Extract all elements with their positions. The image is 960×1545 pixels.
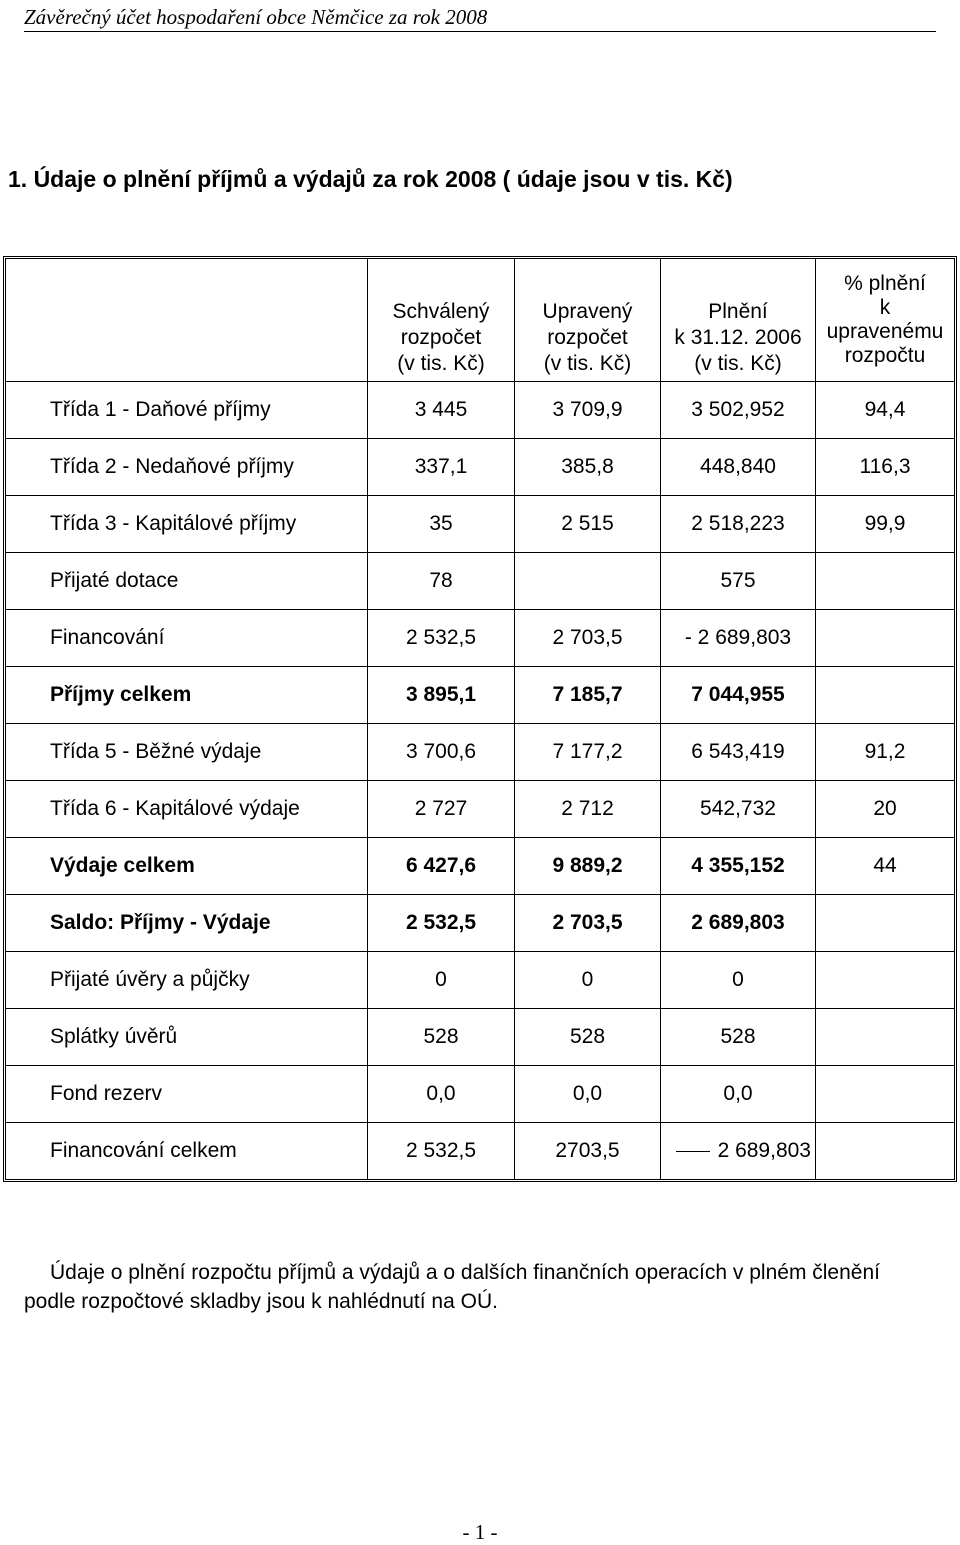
row-label: Fond rezerv bbox=[6, 1066, 368, 1123]
cell-plneni: - 2 689,803 bbox=[661, 610, 816, 667]
budget-table bbox=[3, 256, 957, 1182]
cell-schvaleny: 6 427,6 bbox=[368, 838, 515, 895]
header-line: Upravený bbox=[542, 300, 633, 323]
cell-upraveny: 0,0 bbox=[515, 1066, 661, 1123]
page-number: - 1 - bbox=[462, 1520, 498, 1544]
cell-plneni: 528 bbox=[661, 1009, 816, 1066]
table-row bbox=[6, 610, 954, 667]
table-row bbox=[6, 952, 954, 1009]
cell-procento bbox=[816, 1123, 954, 1179]
row-label: Příjmy celkem bbox=[6, 667, 368, 724]
cell-plneni: 3 502,952 bbox=[661, 382, 816, 439]
cell-upraveny: 385,8 bbox=[515, 439, 661, 496]
header-line: (v tis. Kč) bbox=[694, 352, 782, 375]
cell-plneni: 0 bbox=[661, 952, 816, 1009]
cell-plneni: 2 689,803 bbox=[661, 895, 816, 952]
cell-procento: 44 bbox=[816, 838, 954, 895]
cell-schvaleny: 35 bbox=[368, 496, 515, 553]
cell-plneni: 4 355,152 bbox=[661, 838, 816, 895]
cell-upraveny: 0 bbox=[515, 952, 661, 1009]
table-row bbox=[6, 382, 954, 439]
table-row bbox=[6, 667, 954, 724]
table-row bbox=[6, 496, 954, 553]
header-cell-procento bbox=[816, 259, 954, 382]
cell-procento bbox=[816, 667, 954, 724]
header-line: k 31.12. 2006 bbox=[674, 326, 802, 349]
row-label: Třída 5 - Běžné výdaje bbox=[6, 724, 368, 781]
cell-schvaleny: 2 532,5 bbox=[368, 610, 515, 667]
table-row bbox=[6, 838, 954, 895]
header-cell-schvaleny bbox=[368, 259, 515, 382]
cell-schvaleny: 528 bbox=[368, 1009, 515, 1066]
cell-upraveny: 528 bbox=[515, 1009, 661, 1066]
cell-schvaleny: 2 727 bbox=[368, 781, 515, 838]
table-header-row bbox=[6, 259, 954, 382]
cell-plneni: 575 bbox=[661, 553, 816, 610]
cell-procento bbox=[816, 1009, 954, 1066]
cell-procento bbox=[816, 952, 954, 1009]
document-header: Závěrečný účet hospodaření obce Němčice za rok 2008 bbox=[24, 4, 936, 32]
cell-plneni: 448,840 bbox=[661, 439, 816, 496]
cell-plneni bbox=[661, 1123, 816, 1179]
cell-upraveny: 7 177,2 bbox=[515, 724, 661, 781]
cell-procento bbox=[816, 1066, 954, 1123]
table-row bbox=[6, 895, 954, 952]
cell-schvaleny: 3 700,6 bbox=[368, 724, 515, 781]
cell-upraveny: 2 712 bbox=[515, 781, 661, 838]
cell-procento: 116,3 bbox=[816, 439, 954, 496]
cell-plneni: 2 518,223 bbox=[661, 496, 816, 553]
header-line: Schválený bbox=[392, 300, 490, 323]
header-line: k bbox=[879, 296, 891, 319]
header-cell-upraveny bbox=[515, 259, 661, 382]
cell-procento: 91,2 bbox=[816, 724, 954, 781]
header-cell-label bbox=[6, 259, 368, 382]
footnote: Údaje o plnění rozpočtu příjmů a výdajů a o dalších finančních operacích v plném členění podle rozpočtové skladby jsou k nahlédnutí na OÚ. bbox=[24, 1261, 880, 1313]
row-label: Třída 1 - Daňové příjmy bbox=[6, 382, 368, 439]
table-row bbox=[6, 439, 954, 496]
cell-procento bbox=[816, 610, 954, 667]
cell-schvaleny: 3 445 bbox=[368, 382, 515, 439]
cell-upraveny: 2703,5 bbox=[515, 1123, 661, 1179]
cell-upraveny: 2 703,5 bbox=[515, 610, 661, 667]
dash-mark bbox=[676, 1151, 710, 1152]
header-line: upravenému bbox=[826, 320, 944, 343]
cell-schvaleny: 2 532,5 bbox=[368, 1123, 515, 1179]
cell-schvaleny: 0,0 bbox=[368, 1066, 515, 1123]
header-line: rozpočet bbox=[400, 326, 482, 349]
cell-upraveny: 3 709,9 bbox=[515, 382, 661, 439]
cell-value: 2 689,803 bbox=[717, 1139, 811, 1162]
table-row bbox=[6, 781, 954, 838]
table-row bbox=[6, 553, 954, 610]
header-cell-plneni bbox=[661, 259, 816, 382]
header-line: rozpočet bbox=[547, 326, 628, 349]
cell-upraveny: 9 889,2 bbox=[515, 838, 661, 895]
row-label: Financování celkem bbox=[6, 1123, 368, 1179]
cell-schvaleny: 3 895,1 bbox=[368, 667, 515, 724]
row-label: Třída 2 - Nedaňové příjmy bbox=[6, 439, 368, 496]
row-label: Financování bbox=[6, 610, 368, 667]
row-label: Výdaje celkem bbox=[6, 838, 368, 895]
row-label: Třída 6 - Kapitálové výdaje bbox=[6, 781, 368, 838]
cell-plneni: 542,732 bbox=[661, 781, 816, 838]
cell-upraveny: 7 185,7 bbox=[515, 667, 661, 724]
table-row bbox=[6, 1066, 954, 1123]
header-line: Plnění bbox=[708, 300, 768, 323]
cell-procento: 94,4 bbox=[816, 382, 954, 439]
header-line: rozpočtu bbox=[844, 344, 926, 367]
header-line: (v tis. Kč) bbox=[397, 352, 485, 375]
row-label: Přijaté úvěry a půjčky bbox=[6, 952, 368, 1009]
cell-procento bbox=[816, 895, 954, 952]
cell-upraveny bbox=[515, 553, 661, 610]
cell-schvaleny: 78 bbox=[368, 553, 515, 610]
section-heading: 1. Údaje o plnění příjmů a výdajů za rok 2008 ( údaje jsou v tis. Kč) bbox=[8, 166, 733, 192]
cell-schvaleny: 0 bbox=[368, 952, 515, 1009]
budget-table-body bbox=[6, 259, 954, 1179]
cell-plneni: 0,0 bbox=[661, 1066, 816, 1123]
table-row bbox=[6, 724, 954, 781]
row-label: Saldo: Příjmy - Výdaje bbox=[6, 895, 368, 952]
cell-plneni: 6 543,419 bbox=[661, 724, 816, 781]
cell-schvaleny: 2 532,5 bbox=[368, 895, 515, 952]
cell-schvaleny: 337,1 bbox=[368, 439, 515, 496]
cell-procento: 99,9 bbox=[816, 496, 954, 553]
cell-upraveny: 2 703,5 bbox=[515, 895, 661, 952]
row-label: Splátky úvěrů bbox=[6, 1009, 368, 1066]
table-row bbox=[6, 1123, 954, 1179]
cell-upraveny: 2 515 bbox=[515, 496, 661, 553]
header-line: % plnění bbox=[844, 272, 926, 295]
row-label: Třída 3 - Kapitálové příjmy bbox=[6, 496, 368, 553]
row-label: Přijaté dotace bbox=[6, 553, 368, 610]
cell-procento: 20 bbox=[816, 781, 954, 838]
cell-plneni: 7 044,955 bbox=[661, 667, 816, 724]
cell-procento bbox=[816, 553, 954, 610]
header-line: (v tis. Kč) bbox=[543, 352, 632, 375]
table-row bbox=[6, 1009, 954, 1066]
